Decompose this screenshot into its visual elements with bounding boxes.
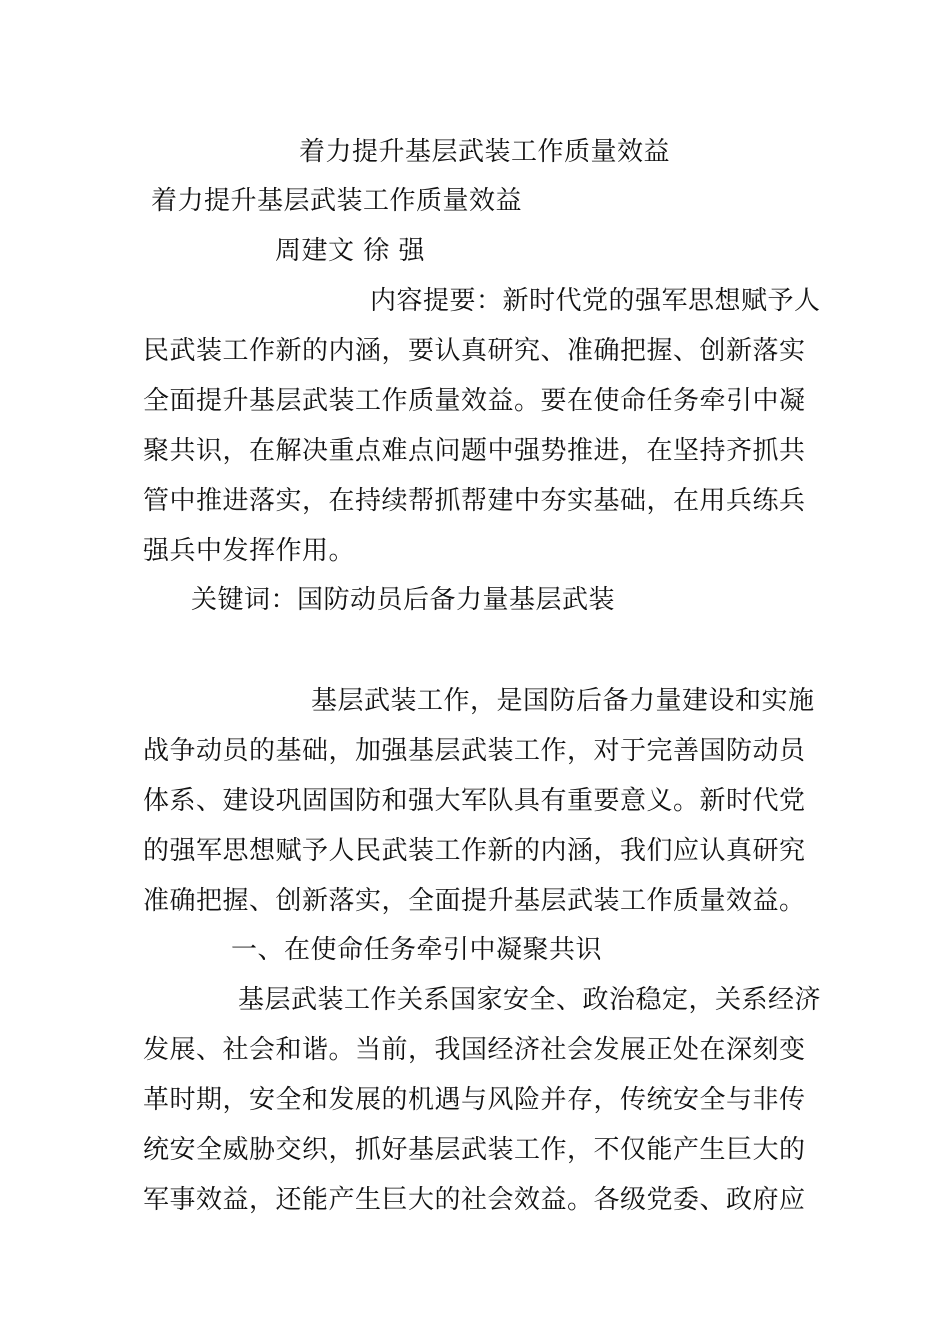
abstract-line: 聚共识，在解决重点难点问题中强势推进，在坚持齐抓共 [143, 436, 806, 466]
abstract-line: 内容提要：新时代党的强军思想赋予人 [370, 286, 821, 316]
document-authors: 周建文 徐 强 [275, 236, 426, 266]
intro-line: 准确把握、创新落实，全面提升基层武装工作质量效益。 [143, 886, 806, 916]
section-paragraph-line: 基层武装工作关系国家安全、政治稳定，关系经济 [238, 985, 822, 1015]
document-subtitle: 着力提升基层武装工作质量效益 [151, 186, 523, 216]
intro-line: 基层武装工作，是国防后备力量建设和实施 [311, 686, 815, 716]
keywords-line: 关键词：国防动员后备力量基层武装 [191, 585, 616, 615]
abstract-line: 全面提升基层武装工作质量效益。要在使命任务牵引中凝 [143, 386, 806, 416]
intro-line: 体系、建设巩固国防和强大军队具有重要意义。新时代党 [143, 786, 806, 816]
intro-line: 战争动员的基础，加强基层武装工作，对于完善国防动员 [143, 736, 806, 766]
section-paragraph-line: 革时期，安全和发展的机遇与风险并存，传统安全与非传 [143, 1085, 806, 1115]
section-heading: 一、在使命任务牵引中凝聚共识 [231, 935, 603, 965]
abstract-line: 强兵中发挥作用。 [143, 536, 356, 566]
abstract-line: 管中推进落实，在持续帮抓帮建中夯实基础，在用兵练兵 [143, 486, 806, 516]
abstract-line: 民武装工作新的内涵，要认真研究、准确把握、创新落实 [143, 336, 806, 366]
section-paragraph-line: 军事效益，还能产生巨大的社会效益。各级党委、政府应 [143, 1185, 806, 1215]
document-title: 着力提升基层武装工作质量效益 [299, 137, 671, 167]
section-paragraph-line: 发展、社会和谐。当前，我国经济社会发展正处在深刻变 [143, 1035, 806, 1065]
section-paragraph-line: 统安全威胁交织，抓好基层武装工作，不仅能产生巨大的 [143, 1135, 806, 1165]
intro-line: 的强军思想赋予人民武装工作新的内涵，我们应认真研究 [143, 836, 806, 866]
